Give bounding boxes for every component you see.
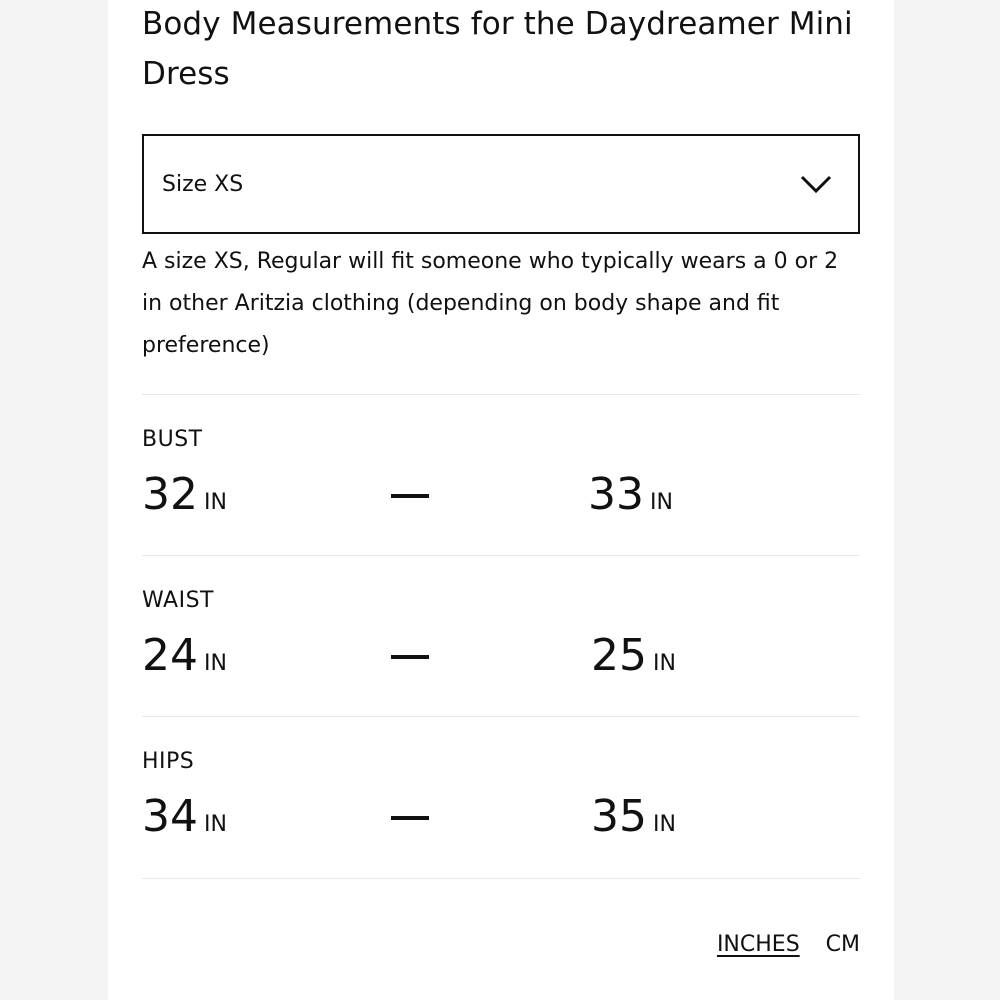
range-dash bbox=[391, 816, 429, 820]
measurement-max-value: 33 bbox=[588, 469, 644, 520]
measurement-unit: IN bbox=[204, 812, 227, 837]
measurement-row-hips bbox=[142, 716, 860, 878]
range-dash bbox=[391, 655, 429, 659]
measurement-min-value: 24 bbox=[142, 630, 198, 681]
measurement-max bbox=[591, 789, 676, 845]
divider bbox=[142, 878, 860, 879]
measurement-label: BUST bbox=[142, 427, 203, 452]
size-guide-panel bbox=[108, 0, 894, 1000]
measurement-label: WAIST bbox=[142, 588, 214, 613]
measurement-max bbox=[588, 467, 673, 523]
size-select-value: Size XS bbox=[162, 171, 244, 197]
measurement-unit: IN bbox=[204, 490, 227, 515]
measurement-max bbox=[591, 628, 676, 684]
unit-option-inches[interactable]: INCHES bbox=[716, 932, 800, 957]
page-title: Body Measurements for the Daydreamer Mini Dress bbox=[142, 6, 853, 92]
range-dash bbox=[391, 494, 429, 498]
measurement-unit: IN bbox=[650, 490, 673, 515]
measurement-unit: IN bbox=[653, 651, 676, 676]
measurement-min bbox=[142, 628, 227, 684]
measurement-unit: IN bbox=[653, 812, 676, 837]
measurement-min bbox=[142, 789, 227, 845]
size-guide-content bbox=[142, 0, 860, 957]
size-description: A size XS, Regular will fit someone who typically wears a 0 or 2 in other Aritzia clothing (depending on body shape and fit preference) bbox=[142, 249, 839, 358]
unit-toggle bbox=[717, 932, 860, 957]
measurement-min-value: 32 bbox=[142, 469, 198, 520]
measurement-label: HIPS bbox=[142, 749, 195, 774]
measurement-max-value: 35 bbox=[591, 791, 647, 842]
measurement-row-waist bbox=[142, 555, 860, 717]
measurement-unit: IN bbox=[204, 651, 227, 676]
size-select[interactable] bbox=[142, 134, 860, 234]
measurement-max-value: 25 bbox=[591, 630, 647, 681]
measurement-row-bust bbox=[142, 394, 860, 556]
measurement-min-value: 34 bbox=[142, 791, 198, 842]
measurement-min bbox=[142, 467, 227, 523]
unit-option-cm[interactable]: CM bbox=[825, 932, 860, 957]
chevron-down-icon bbox=[798, 170, 834, 198]
